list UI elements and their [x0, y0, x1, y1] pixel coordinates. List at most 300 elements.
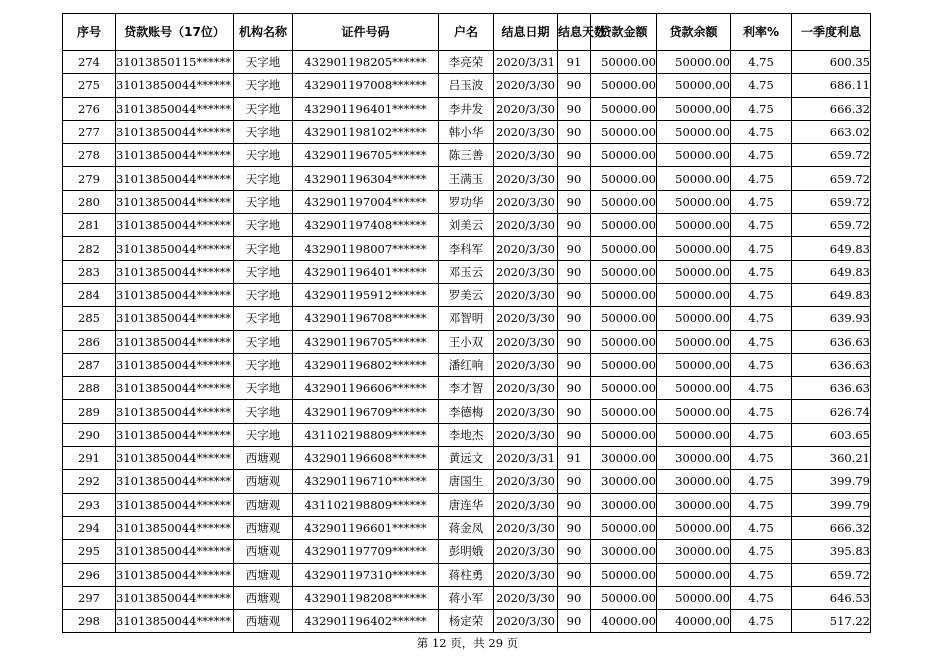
cell-q1-interest: 646.53	[792, 586, 871, 609]
cell-loan-balance: 50000.00	[657, 237, 731, 260]
cell-settle-days: 90	[558, 283, 591, 306]
cell-loan-amount: 30000.00	[591, 470, 657, 493]
cell-index: 289	[63, 400, 116, 423]
cell-name: 李井发	[439, 97, 494, 120]
cell-loan-amount: 50000.00	[591, 51, 657, 74]
cell-loan-balance: 30000.00	[657, 447, 731, 470]
cell-name: 蒋小军	[439, 586, 494, 609]
cell-index: 298	[63, 610, 116, 633]
cell-q1-interest: 663.02	[792, 120, 871, 143]
cell-settle-days: 90	[558, 120, 591, 143]
header-cell-branch: 机构名称	[234, 14, 293, 51]
cell-loan-balance: 50000.00	[657, 330, 731, 353]
cell-rate: 4.75	[731, 120, 792, 143]
cell-rate: 4.75	[731, 493, 792, 516]
cell-name: 杨定荣	[439, 610, 494, 633]
cell-id-number: 432901196606******	[293, 377, 439, 400]
cell-branch: 西塘观	[234, 447, 293, 470]
header-cell-account: 贷款账号（17位）	[116, 14, 234, 51]
cell-id-number: 432901198205******	[293, 51, 439, 74]
cell-loan-amount: 50000.00	[591, 74, 657, 97]
table-row	[63, 283, 871, 306]
table-row	[63, 51, 871, 74]
cell-rate: 4.75	[731, 377, 792, 400]
cell-q1-interest: 659.72	[792, 190, 871, 213]
cell-settle-days: 90	[558, 237, 591, 260]
cell-loan-balance: 30000.00	[657, 493, 731, 516]
table-row	[63, 260, 871, 283]
cell-settle-days: 90	[558, 470, 591, 493]
cell-settle-date: 2020/3/30	[494, 423, 558, 446]
cell-q1-interest: 639.93	[792, 307, 871, 330]
cell-settle-date: 2020/3/30	[494, 400, 558, 423]
header-cell-rate: 利率%	[731, 14, 792, 51]
cell-loan-amount: 50000.00	[591, 97, 657, 120]
cell-account: 31013850044******	[116, 97, 234, 120]
cell-rate: 4.75	[731, 214, 792, 237]
cell-index: 281	[63, 214, 116, 237]
cell-loan-amount: 50000.00	[591, 400, 657, 423]
cell-settle-days: 91	[558, 51, 591, 74]
header-cell-q1-interest: 一季度利息	[792, 14, 871, 51]
cell-name: 吕玉波	[439, 74, 494, 97]
table-row	[63, 307, 871, 330]
table-row	[63, 400, 871, 423]
cell-settle-days: 90	[558, 307, 591, 330]
cell-settle-days: 90	[558, 74, 591, 97]
cell-id-number: 432901197004******	[293, 190, 439, 213]
cell-settle-date: 2020/3/30	[494, 74, 558, 97]
cell-settle-date: 2020/3/30	[494, 353, 558, 376]
table-row	[63, 330, 871, 353]
cell-branch: 天字地	[234, 51, 293, 74]
cell-id-number: 432901196608******	[293, 447, 439, 470]
cell-settle-date: 2020/3/30	[494, 540, 558, 563]
cell-loan-amount: 50000.00	[591, 237, 657, 260]
cell-settle-date: 2020/3/30	[494, 120, 558, 143]
cell-settle-date: 2020/3/30	[494, 144, 558, 167]
cell-name: 罗美云	[439, 283, 494, 306]
cell-branch: 天字地	[234, 214, 293, 237]
cell-name: 李科军	[439, 237, 494, 260]
cell-loan-amount: 50000.00	[591, 423, 657, 446]
table-row	[63, 97, 871, 120]
cell-settle-days: 90	[558, 400, 591, 423]
cell-index: 291	[63, 447, 116, 470]
cell-name: 罗功华	[439, 190, 494, 213]
cell-q1-interest: 636.63	[792, 353, 871, 376]
cell-settle-date: 2020/3/30	[494, 516, 558, 539]
cell-index: 287	[63, 353, 116, 376]
cell-branch: 西塘观	[234, 610, 293, 633]
cell-rate: 4.75	[731, 167, 792, 190]
cell-name: 邓玉云	[439, 260, 494, 283]
cell-loan-balance: 40000.00	[657, 610, 731, 633]
cell-settle-date: 2020/3/30	[494, 260, 558, 283]
cell-index: 283	[63, 260, 116, 283]
cell-branch: 西塘观	[234, 563, 293, 586]
cell-branch: 天字地	[234, 260, 293, 283]
cell-branch: 天字地	[234, 167, 293, 190]
cell-loan-amount: 30000.00	[591, 540, 657, 563]
cell-id-number: 432901197008******	[293, 74, 439, 97]
table-row	[63, 563, 871, 586]
cell-loan-balance: 50000.00	[657, 423, 731, 446]
cell-account: 31013850044******	[116, 563, 234, 586]
cell-q1-interest: 666.32	[792, 516, 871, 539]
cell-name: 黄远文	[439, 447, 494, 470]
cell-q1-interest: 659.72	[792, 563, 871, 586]
cell-loan-balance: 50000.00	[657, 120, 731, 143]
cell-id-number: 432901196710******	[293, 470, 439, 493]
table-row	[63, 470, 871, 493]
cell-id-number: 432901196402******	[293, 610, 439, 633]
cell-account: 31013850044******	[116, 144, 234, 167]
cell-branch: 天字地	[234, 377, 293, 400]
cell-loan-balance: 50000.00	[657, 97, 731, 120]
cell-q1-interest: 659.72	[792, 167, 871, 190]
cell-rate: 4.75	[731, 353, 792, 376]
cell-loan-amount: 50000.00	[591, 283, 657, 306]
cell-loan-balance: 50000.00	[657, 516, 731, 539]
cell-branch: 天字地	[234, 144, 293, 167]
cell-rate: 4.75	[731, 74, 792, 97]
cell-account: 31013850044******	[116, 260, 234, 283]
cell-account: 31013850044******	[116, 470, 234, 493]
cell-index: 279	[63, 167, 116, 190]
table-row	[63, 190, 871, 213]
cell-loan-amount: 50000.00	[591, 516, 657, 539]
table-row	[63, 447, 871, 470]
cell-id-number: 431102198809******	[293, 493, 439, 516]
cell-loan-balance: 50000.00	[657, 260, 731, 283]
cell-id-number: 432901198102******	[293, 120, 439, 143]
cell-account: 31013850044******	[116, 74, 234, 97]
cell-name: 唐连华	[439, 493, 494, 516]
cell-id-number: 432901197709******	[293, 540, 439, 563]
cell-settle-days: 90	[558, 167, 591, 190]
cell-q1-interest: 659.72	[792, 214, 871, 237]
table-row	[63, 144, 871, 167]
cell-settle-date: 2020/3/30	[494, 307, 558, 330]
cell-branch: 西塘观	[234, 470, 293, 493]
cell-q1-interest: 649.83	[792, 283, 871, 306]
cell-loan-amount: 50000.00	[591, 214, 657, 237]
cell-settle-date: 2020/3/30	[494, 563, 558, 586]
cell-settle-date: 2020/3/30	[494, 283, 558, 306]
cell-account: 31013850044******	[116, 377, 234, 400]
cell-index: 295	[63, 540, 116, 563]
cell-index: 276	[63, 97, 116, 120]
cell-loan-balance: 50000.00	[657, 586, 731, 609]
cell-loan-amount: 40000.00	[591, 610, 657, 633]
cell-name: 李德梅	[439, 400, 494, 423]
cell-index: 274	[63, 51, 116, 74]
cell-index: 297	[63, 586, 116, 609]
cell-branch: 天字地	[234, 237, 293, 260]
table-row	[63, 167, 871, 190]
cell-loan-balance: 50000.00	[657, 214, 731, 237]
cell-settle-date: 2020/3/30	[494, 97, 558, 120]
cell-name: 刘美云	[439, 214, 494, 237]
cell-rate: 4.75	[731, 610, 792, 633]
header-cell-id-number: 证件号码	[293, 14, 439, 51]
cell-account: 31013850044******	[116, 167, 234, 190]
cell-settle-days: 90	[558, 330, 591, 353]
cell-loan-amount: 50000.00	[591, 353, 657, 376]
cell-name: 王小双	[439, 330, 494, 353]
cell-rate: 4.75	[731, 586, 792, 609]
cell-branch: 天字地	[234, 97, 293, 120]
cell-account: 31013850044******	[116, 120, 234, 143]
header-cell-name: 户名	[439, 14, 494, 51]
cell-loan-amount: 50000.00	[591, 563, 657, 586]
cell-id-number: 432901196705******	[293, 330, 439, 353]
cell-loan-balance: 50000.00	[657, 283, 731, 306]
cell-q1-interest: 517.22	[792, 610, 871, 633]
cell-branch: 西塘观	[234, 516, 293, 539]
cell-name: 彭明娥	[439, 540, 494, 563]
cell-q1-interest: 636.63	[792, 330, 871, 353]
cell-index: 284	[63, 283, 116, 306]
cell-branch: 天字地	[234, 190, 293, 213]
cell-index: 292	[63, 470, 116, 493]
cell-branch: 天字地	[234, 307, 293, 330]
cell-index: 293	[63, 493, 116, 516]
cell-index: 277	[63, 120, 116, 143]
cell-q1-interest: 626.74	[792, 400, 871, 423]
cell-account: 31013850044******	[116, 283, 234, 306]
cell-loan-amount: 50000.00	[591, 167, 657, 190]
table-row	[63, 377, 871, 400]
cell-settle-days: 90	[558, 563, 591, 586]
cell-name: 李亮荣	[439, 51, 494, 74]
cell-rate: 4.75	[731, 423, 792, 446]
cell-loan-balance: 50000.00	[657, 190, 731, 213]
cell-account: 31013850044******	[116, 610, 234, 633]
cell-branch: 天字地	[234, 423, 293, 446]
cell-branch: 天字地	[234, 74, 293, 97]
cell-loan-amount: 50000.00	[591, 377, 657, 400]
cell-loan-amount: 50000.00	[591, 260, 657, 283]
cell-q1-interest: 649.83	[792, 237, 871, 260]
cell-id-number: 432901196401******	[293, 260, 439, 283]
cell-settle-days: 90	[558, 516, 591, 539]
cell-index: 282	[63, 237, 116, 260]
cell-index: 296	[63, 563, 116, 586]
cell-rate: 4.75	[731, 307, 792, 330]
cell-id-number: 432901196802******	[293, 353, 439, 376]
cell-q1-interest: 636.63	[792, 377, 871, 400]
header-cell-loan-amount: 贷款金额	[591, 14, 657, 51]
cell-account: 31013850044******	[116, 237, 234, 260]
cell-loan-balance: 50000.00	[657, 307, 731, 330]
cell-account: 31013850044******	[116, 586, 234, 609]
cell-settle-days: 90	[558, 214, 591, 237]
cell-rate: 4.75	[731, 144, 792, 167]
cell-account: 31013850044******	[116, 400, 234, 423]
cell-name: 韩小华	[439, 120, 494, 143]
cell-account: 31013850044******	[116, 330, 234, 353]
cell-settle-date: 2020/3/30	[494, 237, 558, 260]
cell-loan-balance: 30000.00	[657, 470, 731, 493]
cell-id-number: 432901197408******	[293, 214, 439, 237]
cell-loan-amount: 50000.00	[591, 144, 657, 167]
cell-loan-balance: 50000.00	[657, 400, 731, 423]
cell-settle-date: 2020/3/30	[494, 190, 558, 213]
table-row	[63, 610, 871, 633]
cell-index: 275	[63, 74, 116, 97]
cell-name: 潘红响	[439, 353, 494, 376]
cell-rate: 4.75	[731, 447, 792, 470]
header-cell-settle-date: 结息日期	[494, 14, 558, 51]
cell-account: 31013850044******	[116, 214, 234, 237]
cell-branch: 西塘观	[234, 540, 293, 563]
table-header-row	[63, 14, 871, 51]
cell-name: 蒋金凤	[439, 516, 494, 539]
cell-rate: 4.75	[731, 97, 792, 120]
cell-rate: 4.75	[731, 237, 792, 260]
table-row	[63, 74, 871, 97]
cell-id-number: 432901196304******	[293, 167, 439, 190]
page-number: 第 12 页，共 29 页	[416, 636, 519, 650]
cell-id-number: 432901196401******	[293, 97, 439, 120]
cell-index: 286	[63, 330, 116, 353]
cell-id-number: 432901198208******	[293, 586, 439, 609]
cell-name: 李才智	[439, 377, 494, 400]
cell-settle-days: 90	[558, 586, 591, 609]
cell-id-number: 432901196705******	[293, 144, 439, 167]
cell-branch: 天字地	[234, 283, 293, 306]
table-row	[63, 120, 871, 143]
cell-settle-date: 2020/3/30	[494, 214, 558, 237]
cell-q1-interest: 686.11	[792, 74, 871, 97]
cell-branch: 天字地	[234, 330, 293, 353]
cell-settle-days: 90	[558, 144, 591, 167]
cell-name: 邓智明	[439, 307, 494, 330]
table-row	[63, 237, 871, 260]
table-row	[63, 214, 871, 237]
cell-branch: 西塘观	[234, 586, 293, 609]
cell-rate: 4.75	[731, 540, 792, 563]
cell-account: 31013850044******	[116, 493, 234, 516]
cell-index: 294	[63, 516, 116, 539]
cell-settle-date: 2020/3/30	[494, 493, 558, 516]
cell-rate: 4.75	[731, 283, 792, 306]
cell-loan-balance: 50000.00	[657, 51, 731, 74]
cell-settle-days: 90	[558, 493, 591, 516]
cell-account: 31013850044******	[116, 516, 234, 539]
cell-settle-date: 2020/3/30	[494, 586, 558, 609]
cell-branch: 西塘观	[234, 493, 293, 516]
cell-q1-interest: 399.79	[792, 493, 871, 516]
cell-rate: 4.75	[731, 190, 792, 213]
cell-settle-days: 90	[558, 353, 591, 376]
cell-settle-days: 91	[558, 447, 591, 470]
cell-index: 278	[63, 144, 116, 167]
cell-q1-interest: 603.65	[792, 423, 871, 446]
cell-account: 31013850044******	[116, 540, 234, 563]
cell-loan-balance: 50000.00	[657, 74, 731, 97]
cell-loan-balance: 50000.00	[657, 167, 731, 190]
cell-id-number: 432901198007******	[293, 237, 439, 260]
cell-name: 王满玉	[439, 167, 494, 190]
cell-rate: 4.75	[731, 51, 792, 74]
cell-account: 31013850115******	[116, 51, 234, 74]
table-body	[63, 51, 871, 633]
cell-index: 280	[63, 190, 116, 213]
cell-loan-amount: 50000.00	[591, 307, 657, 330]
cell-branch: 天字地	[234, 120, 293, 143]
table-row	[63, 586, 871, 609]
cell-settle-date: 2020/3/30	[494, 377, 558, 400]
cell-q1-interest: 360.21	[792, 447, 871, 470]
cell-loan-amount: 50000.00	[591, 190, 657, 213]
cell-account: 31013850044******	[116, 447, 234, 470]
cell-loan-balance: 50000.00	[657, 144, 731, 167]
cell-rate: 4.75	[731, 260, 792, 283]
cell-loan-balance: 50000.00	[657, 377, 731, 400]
cell-name: 唐国生	[439, 470, 494, 493]
cell-settle-days: 90	[558, 190, 591, 213]
cell-q1-interest: 395.83	[792, 540, 871, 563]
header-cell-index: 序号	[63, 14, 116, 51]
cell-settle-days: 90	[558, 423, 591, 446]
cell-settle-date: 2020/3/31	[494, 51, 558, 74]
cell-account: 31013850044******	[116, 353, 234, 376]
cell-settle-days: 90	[558, 260, 591, 283]
cell-name: 陈三善	[439, 144, 494, 167]
table-row	[63, 540, 871, 563]
cell-q1-interest: 649.83	[792, 260, 871, 283]
cell-q1-interest: 600.35	[792, 51, 871, 74]
cell-rate: 4.75	[731, 330, 792, 353]
cell-loan-balance: 50000.00	[657, 353, 731, 376]
cell-loan-amount: 50000.00	[591, 120, 657, 143]
cell-settle-date: 2020/3/30	[494, 330, 558, 353]
cell-account: 31013850044******	[116, 423, 234, 446]
cell-name: 蒋柱勇	[439, 563, 494, 586]
cell-loan-amount: 30000.00	[591, 493, 657, 516]
cell-loan-amount: 50000.00	[591, 330, 657, 353]
header-cell-settle-days: 结息天数	[558, 14, 591, 51]
loan-interest-table	[62, 13, 871, 633]
cell-rate: 4.75	[731, 563, 792, 586]
cell-id-number: 432901196601******	[293, 516, 439, 539]
cell-account: 31013850044******	[116, 190, 234, 213]
cell-index: 290	[63, 423, 116, 446]
cell-id-number: 432901196709******	[293, 400, 439, 423]
cell-settle-days: 90	[558, 610, 591, 633]
cell-settle-date: 2020/3/30	[494, 470, 558, 493]
cell-rate: 4.75	[731, 516, 792, 539]
header-cell-loan-balance: 贷款余额	[657, 14, 731, 51]
cell-q1-interest: 399.79	[792, 470, 871, 493]
cell-q1-interest: 659.72	[792, 144, 871, 167]
cell-settle-days: 90	[558, 377, 591, 400]
cell-rate: 4.75	[731, 400, 792, 423]
cell-loan-amount: 50000.00	[591, 586, 657, 609]
cell-id-number: 431102198809******	[293, 423, 439, 446]
cell-name: 李地杰	[439, 423, 494, 446]
cell-settle-days: 90	[558, 540, 591, 563]
table-row	[63, 423, 871, 446]
cell-loan-balance: 30000.00	[657, 540, 731, 563]
cell-id-number: 432901195912******	[293, 283, 439, 306]
cell-branch: 天字地	[234, 353, 293, 376]
cell-rate: 4.75	[731, 470, 792, 493]
table-row	[63, 516, 871, 539]
